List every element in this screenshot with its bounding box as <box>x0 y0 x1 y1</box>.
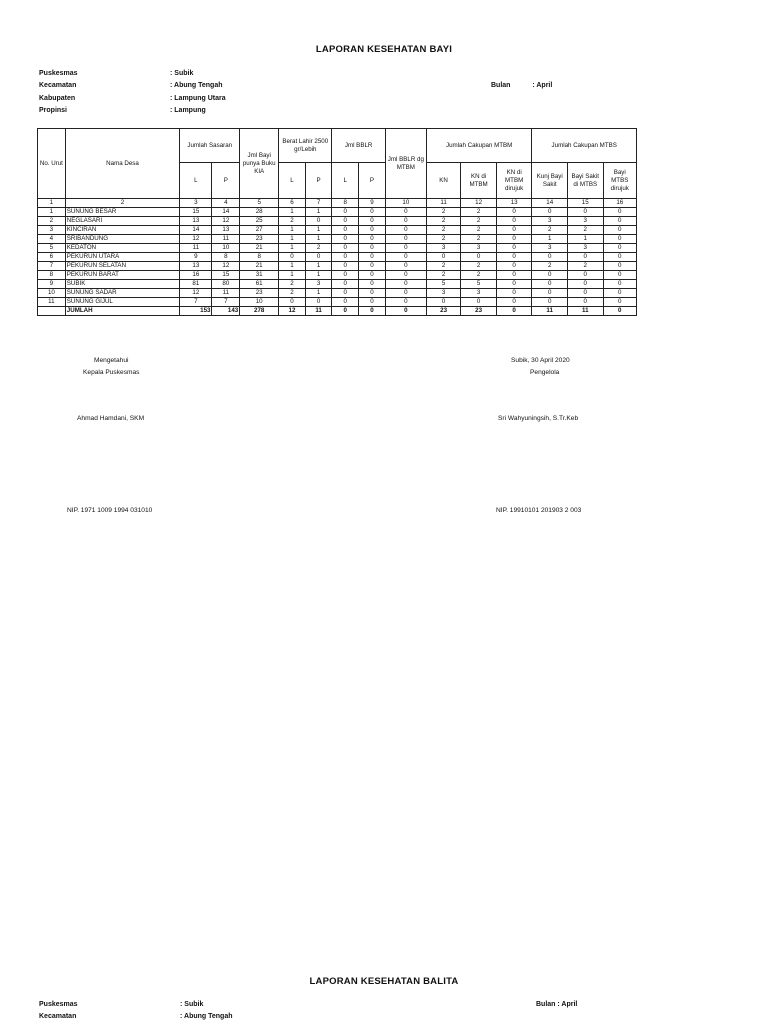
table-cell: 0 <box>461 298 497 307</box>
header-buku-kia: Jml Bayi punya Buku KIA <box>240 129 279 199</box>
table-cell: 0 <box>603 208 636 217</box>
table-cell: 0 <box>567 298 603 307</box>
header-bayi-sakit-mtbs: Bayi Sakit di MTBS <box>567 163 603 199</box>
table-cell: 2 <box>426 235 460 244</box>
table-cell: 0 <box>385 235 426 244</box>
table-cell: 12 <box>212 217 240 226</box>
sig-right-date: Subik, 30 April 2020 <box>511 357 570 364</box>
total-cell: 0 <box>603 307 636 316</box>
table-cell: 8 <box>240 253 279 262</box>
sig-right-name: Sri Wahyuningsih, S.Tr.Keb <box>498 415 579 422</box>
village-name-cell: SUBIK <box>65 280 179 289</box>
table-cell: 0 <box>496 253 532 262</box>
row-number-cell: 9 <box>38 280 66 289</box>
row-number-cell: 1 <box>38 208 66 217</box>
table-cell: 2 <box>532 262 568 271</box>
table-cell: 1 <box>305 289 332 298</box>
table-cell: 2 <box>426 226 460 235</box>
sig-left-title: Kepala Puskesmas <box>83 369 140 376</box>
table-cell: 0 <box>426 298 460 307</box>
header-bayi-mtbs-dirujuk: Bayi MTBS dirujuk <box>603 163 636 199</box>
meta-value: : Abung Tengah <box>180 1013 233 1021</box>
table-cell: 0 <box>279 253 306 262</box>
table-cell: 0 <box>603 244 636 253</box>
meta-label: Propinsi <box>39 106 68 114</box>
table-cell: 11 <box>212 289 240 298</box>
table-row <box>38 280 637 289</box>
table-cell: 0 <box>496 298 532 307</box>
total-cell: 0 <box>332 307 359 316</box>
bulan-value: : April <box>532 82 553 89</box>
row-number-cell: 4 <box>38 235 66 244</box>
table-cell: 0 <box>385 262 426 271</box>
column-number-cell: 15 <box>567 199 603 208</box>
total-blank-cell <box>38 307 66 316</box>
table-cell: 2 <box>426 208 460 217</box>
village-name-cell: PEKURUN BARAT <box>65 271 179 280</box>
meta-value: : Lampung <box>170 106 206 114</box>
table-cell: 0 <box>332 226 359 235</box>
table-cell: 0 <box>305 298 332 307</box>
next-meta-puskesmas <box>39 999 233 1011</box>
total-cell: 0 <box>496 307 532 316</box>
village-name-cell: KINCIRAN <box>65 226 179 235</box>
row-number-cell: 3 <box>38 226 66 235</box>
table-cell: 0 <box>332 262 359 271</box>
column-number-cell: 16 <box>603 199 636 208</box>
sig-left-name: Ahmad Hamdani, SKM <box>77 415 145 422</box>
table-cell: 0 <box>332 271 359 280</box>
table-cell: 2 <box>461 235 497 244</box>
header-kn-mtbm-dirujuk: KN di MTBM dirujuk <box>496 163 532 199</box>
table-cell: 3 <box>461 289 497 298</box>
meta-propinsi <box>39 105 226 117</box>
meta-bulan <box>491 82 552 89</box>
table-cell: 8 <box>212 253 240 262</box>
table-cell: 0 <box>496 208 532 217</box>
table-cell: 3 <box>461 244 497 253</box>
table-cell: 5 <box>461 280 497 289</box>
header-kn-mtbm: KN di MTBM <box>461 163 497 199</box>
table-cell: 0 <box>496 289 532 298</box>
column-number-cell: 4 <box>212 199 240 208</box>
table-row <box>38 262 637 271</box>
table-cell: 0 <box>385 289 426 298</box>
column-number-row <box>38 199 637 208</box>
table-cell: 0 <box>603 226 636 235</box>
report-title: LAPORAN KESEHATAN BAYI <box>315 44 453 55</box>
table-cell: 0 <box>603 271 636 280</box>
table-row <box>38 271 637 280</box>
header-kn: KN <box>426 163 460 199</box>
total-label-cell: JUMLAH <box>65 307 179 316</box>
table-row <box>38 244 637 253</box>
table-cell: 0 <box>496 226 532 235</box>
table-cell: 0 <box>359 208 386 217</box>
table-cell: 21 <box>240 262 279 271</box>
table-cell: 0 <box>305 253 332 262</box>
table-cell: 2 <box>567 262 603 271</box>
table-cell: 1 <box>305 262 332 271</box>
table-cell: 1 <box>279 235 306 244</box>
table-cell: 13 <box>180 217 212 226</box>
table-cell: 0 <box>496 271 532 280</box>
table-row <box>38 208 637 217</box>
table-cell: 0 <box>567 208 603 217</box>
table-cell: 0 <box>567 253 603 262</box>
next-meta-kecamatan <box>39 1011 233 1023</box>
report-meta <box>39 68 226 117</box>
table-cell: 0 <box>603 298 636 307</box>
column-number-cell: 9 <box>359 199 386 208</box>
header-p: P <box>305 163 332 199</box>
meta-kabupaten <box>39 93 226 105</box>
table-cell: 0 <box>332 280 359 289</box>
column-number-cell: 6 <box>279 199 306 208</box>
table-cell: 10 <box>240 298 279 307</box>
table-cell: 0 <box>496 280 532 289</box>
table-cell: 1 <box>279 244 306 253</box>
table-cell: 61 <box>240 280 279 289</box>
table-cell: 1 <box>279 262 306 271</box>
next-meta-bulan: Bulan : April <box>536 1001 578 1008</box>
bulan-label: Bulan <box>491 82 511 89</box>
header-p: P <box>359 163 386 199</box>
table-cell: 31 <box>240 271 279 280</box>
table-cell: 80 <box>212 280 240 289</box>
column-number-cell: 1 <box>38 199 66 208</box>
table-cell: 0 <box>332 298 359 307</box>
table-cell: 1 <box>305 271 332 280</box>
sig-left-mengetahui: Mengetahui <box>94 357 129 364</box>
health-report-table <box>37 128 637 316</box>
table-cell: 0 <box>385 271 426 280</box>
table-cell: 14 <box>180 226 212 235</box>
row-number-cell: 5 <box>38 244 66 253</box>
table-cell: 27 <box>240 226 279 235</box>
table-cell: 2 <box>532 226 568 235</box>
table-cell: 0 <box>532 253 568 262</box>
total-row <box>38 307 637 316</box>
table-cell: 0 <box>496 244 532 253</box>
table-cell: 0 <box>332 253 359 262</box>
row-number-cell: 6 <box>38 253 66 262</box>
table-cell: 0 <box>359 235 386 244</box>
table-cell: 0 <box>385 244 426 253</box>
header-kunj-bayi-sakit: Kunj Bayi Sakit <box>532 163 568 199</box>
table-cell: 0 <box>305 217 332 226</box>
header-berat-lahir: Berat Lahir 2500 gr/Lebih <box>279 129 332 163</box>
sig-right-nip: NIP. 19910101 201903 2 003 <box>496 507 582 514</box>
table-cell: 0 <box>532 298 568 307</box>
table-cell: 12 <box>212 262 240 271</box>
meta-label: Kecamatan <box>39 82 77 90</box>
column-number-cell: 13 <box>496 199 532 208</box>
column-number-cell: 11 <box>426 199 460 208</box>
table-cell: 3 <box>532 244 568 253</box>
table-cell: 1 <box>279 208 306 217</box>
table-cell: 23 <box>240 235 279 244</box>
table-cell: 25 <box>240 217 279 226</box>
table-cell: 23 <box>240 289 279 298</box>
total-cell: 23 <box>461 307 497 316</box>
row-number-cell: 7 <box>38 262 66 271</box>
header-l: L <box>279 163 306 199</box>
table-cell: 0 <box>567 271 603 280</box>
table-cell: 3 <box>426 244 460 253</box>
table-cell: 2 <box>461 208 497 217</box>
meta-value: : Subik <box>170 70 194 77</box>
table-cell: 0 <box>332 217 359 226</box>
table-row <box>38 217 637 226</box>
table-cell: 0 <box>532 208 568 217</box>
row-number-cell: 10 <box>38 289 66 298</box>
table-cell: 0 <box>359 226 386 235</box>
table-cell: 0 <box>359 289 386 298</box>
table-cell: 0 <box>332 289 359 298</box>
table-cell: 0 <box>496 235 532 244</box>
row-number-cell: 2 <box>38 217 66 226</box>
meta-puskesmas <box>39 68 226 80</box>
table-cell: 2 <box>461 271 497 280</box>
table-cell: 0 <box>279 298 306 307</box>
table-cell: 0 <box>359 217 386 226</box>
table-cell: 0 <box>385 208 426 217</box>
table-cell: 2 <box>305 244 332 253</box>
table-cell: 0 <box>496 262 532 271</box>
header-l: L <box>180 163 212 199</box>
table-cell: 3 <box>426 289 460 298</box>
row-number-cell: 11 <box>38 298 66 307</box>
meta-value: : Abung Tengah <box>170 82 223 90</box>
meta-value: : Subik <box>180 1001 204 1008</box>
meta-label: Puskesmas <box>39 70 78 77</box>
table-cell: 15 <box>212 271 240 280</box>
table-cell: 16 <box>180 271 212 280</box>
table-row <box>38 253 637 262</box>
total-cell: 11 <box>305 307 332 316</box>
meta-kecamatan <box>39 80 226 92</box>
table-cell: 0 <box>385 298 426 307</box>
table-cell: 7 <box>212 298 240 307</box>
village-name-cell: SUNUNG SADAR <box>65 289 179 298</box>
table-cell: 0 <box>385 226 426 235</box>
column-number-cell: 14 <box>532 199 568 208</box>
table-cell: 1 <box>305 226 332 235</box>
table-cell: 15 <box>180 208 212 217</box>
table-cell: 0 <box>496 217 532 226</box>
table-cell: 0 <box>567 280 603 289</box>
total-cell: 11 <box>532 307 568 316</box>
table-cell: 0 <box>359 271 386 280</box>
table-cell: 0 <box>332 244 359 253</box>
header-bblr-mtbm: Jml BBLR dg MTBM <box>385 129 426 199</box>
table-cell: 7 <box>180 298 212 307</box>
header-cakupan-mtbm: Jumlah Cakupan MTBM <box>426 129 532 163</box>
header-cakupan-mtbs: Jumlah Cakupan MTBS <box>532 129 637 163</box>
column-number-cell: 2 <box>65 199 179 208</box>
village-name-cell: SRIBANDUNG <box>65 235 179 244</box>
table-cell: 3 <box>567 244 603 253</box>
table-cell: 2 <box>279 289 306 298</box>
column-number-cell: 5 <box>240 199 279 208</box>
table-body <box>38 199 637 316</box>
total-cell: 153 <box>180 307 212 316</box>
table-header <box>38 129 637 199</box>
table-cell: 2 <box>426 262 460 271</box>
table-cell: 2 <box>279 217 306 226</box>
row-number-cell: 8 <box>38 271 66 280</box>
table-cell: 2 <box>426 271 460 280</box>
header-no-urut: No. Urut <box>38 129 66 199</box>
table-cell: 28 <box>240 208 279 217</box>
village-name-cell: NEGLASARI <box>65 217 179 226</box>
table-row <box>38 289 637 298</box>
total-cell: 143 <box>212 307 240 316</box>
table-cell: 0 <box>603 280 636 289</box>
next-report-meta <box>39 999 233 1024</box>
table-cell: 1 <box>532 235 568 244</box>
table-cell: 0 <box>603 217 636 226</box>
table-cell: 2 <box>567 226 603 235</box>
table-cell: 2 <box>461 226 497 235</box>
total-cell: 278 <box>240 307 279 316</box>
total-cell: 0 <box>359 307 386 316</box>
table-cell: 0 <box>426 253 460 262</box>
village-name-cell: PEKURUN SELATAN <box>65 262 179 271</box>
total-cell: 0 <box>385 307 426 316</box>
table-cell: 3 <box>532 217 568 226</box>
table-cell: 1 <box>567 235 603 244</box>
column-number-cell: 8 <box>332 199 359 208</box>
table-cell: 9 <box>180 253 212 262</box>
table-cell: 0 <box>359 298 386 307</box>
table-cell: 3 <box>305 280 332 289</box>
table-cell: 1 <box>279 226 306 235</box>
sig-left-nip: NIP. 1971 1009 1994 031010 <box>67 507 153 514</box>
table-cell: 11 <box>180 244 212 253</box>
header-nama-desa: Nama Desa <box>65 129 179 199</box>
total-cell: 11 <box>567 307 603 316</box>
table-cell: 2 <box>461 217 497 226</box>
table-cell: 12 <box>180 289 212 298</box>
table-cell: 11 <box>212 235 240 244</box>
table-cell: 13 <box>212 226 240 235</box>
meta-label: Kecamatan <box>39 1013 77 1021</box>
table-cell: 0 <box>603 262 636 271</box>
village-name-cell: PEKURUN UTARA <box>65 253 179 262</box>
column-number-cell: 12 <box>461 199 497 208</box>
table-cell: 1 <box>305 235 332 244</box>
total-cell: 23 <box>426 307 460 316</box>
table-row <box>38 235 637 244</box>
table-cell: 10 <box>212 244 240 253</box>
header-p: P <box>212 163 240 199</box>
table-cell: 21 <box>240 244 279 253</box>
header-l: L <box>332 163 359 199</box>
column-number-cell: 7 <box>305 199 332 208</box>
table-cell: 0 <box>532 289 568 298</box>
table-cell: 0 <box>567 289 603 298</box>
table-cell: 12 <box>180 235 212 244</box>
village-name-cell: SUNUNG GIJUL <box>65 298 179 307</box>
table-cell: 0 <box>359 280 386 289</box>
meta-value: : Lampung Utara <box>170 94 226 102</box>
table-cell: 0 <box>532 271 568 280</box>
table-row <box>38 298 637 307</box>
column-number-cell: 3 <box>180 199 212 208</box>
table-cell: 13 <box>180 262 212 271</box>
table-cell: 0 <box>359 253 386 262</box>
sig-right-role: Pengelola <box>530 369 560 376</box>
table-row <box>38 226 637 235</box>
table-cell: 1 <box>279 271 306 280</box>
table-cell: 14 <box>212 208 240 217</box>
table-cell: 0 <box>359 262 386 271</box>
table-cell: 3 <box>567 217 603 226</box>
table-cell: 0 <box>385 280 426 289</box>
meta-label: Puskesmas <box>39 1001 78 1008</box>
table-cell: 2 <box>461 262 497 271</box>
table-cell: 0 <box>461 253 497 262</box>
table-cell: 2 <box>279 280 306 289</box>
total-cell: 12 <box>279 307 306 316</box>
column-number-cell: 10 <box>385 199 426 208</box>
table-cell: 0 <box>603 235 636 244</box>
village-name-cell: KEDATON <box>65 244 179 253</box>
meta-label: Kabupaten <box>39 94 76 102</box>
table-cell: 0 <box>603 289 636 298</box>
table-cell: 0 <box>332 235 359 244</box>
header-jml-bblr: Jml BBLR <box>332 129 385 163</box>
next-report-title: LAPORAN KESEHATAN BALITA <box>309 976 459 987</box>
village-name-cell: SUNUNG BESAR <box>65 208 179 217</box>
table-cell: 0 <box>385 217 426 226</box>
table-cell: 0 <box>603 253 636 262</box>
table-cell: 2 <box>426 217 460 226</box>
table-cell: 5 <box>426 280 460 289</box>
table-cell: 81 <box>180 280 212 289</box>
header-jumlah-sasaran: Jumlah Sasaran <box>180 129 240 163</box>
table-cell: 0 <box>385 253 426 262</box>
table-cell: 0 <box>332 208 359 217</box>
table-cell: 1 <box>305 208 332 217</box>
table-cell: 0 <box>359 244 386 253</box>
table-cell: 0 <box>532 280 568 289</box>
